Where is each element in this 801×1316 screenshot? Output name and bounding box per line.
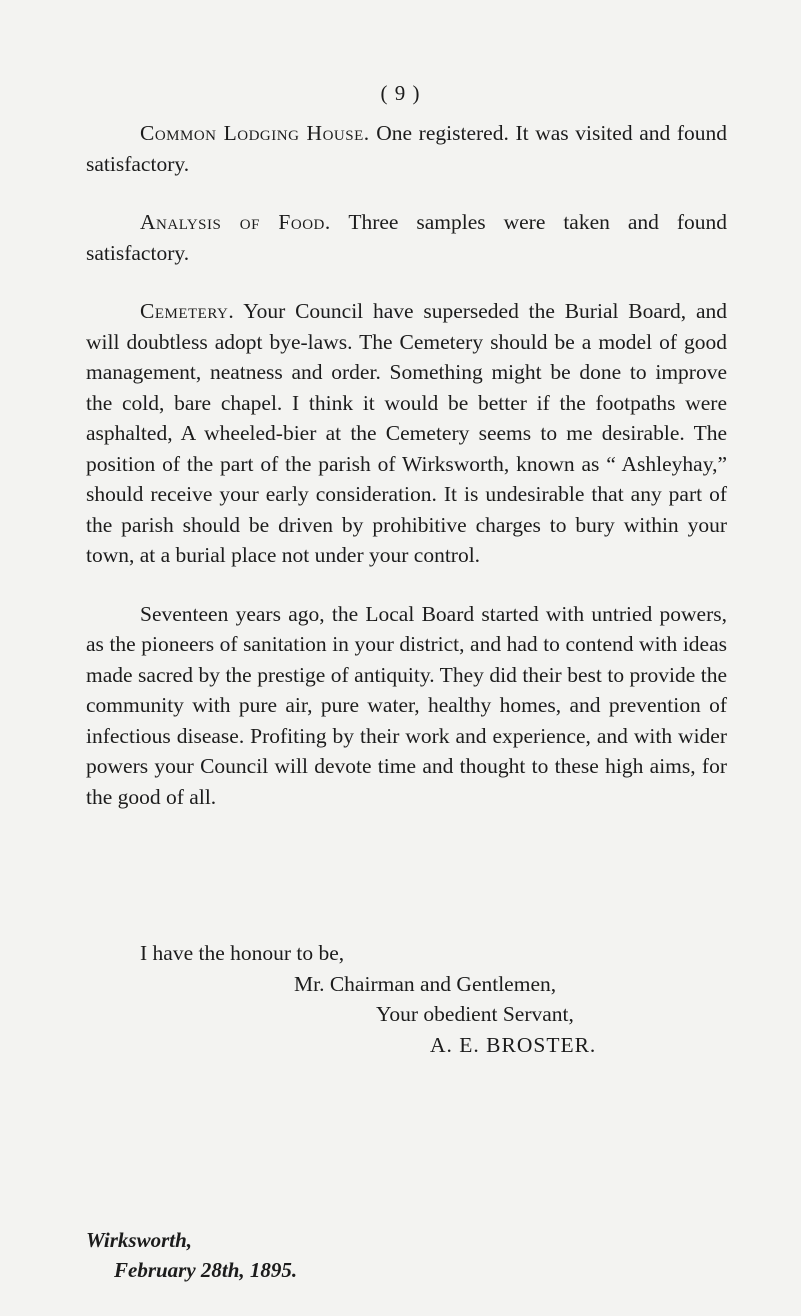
page-number: ( 9 ) — [380, 81, 421, 105]
section-text: Your Council have superseded the Burial Board, and will doubtless adopt bye-laws. The Cemetery should be a model of good management, neatness and order. Something might be done to improve the cold, bare chapel. I think it would be better if the footpaths were asphalted, A wheeled-bier at the Cemetery seems to me desirable. The position of the part of the parish of Wirksworth, known as “ Ashleyhay,” should receive your early consideration. It is undesirable that any part of the parish should be driven by prohibitive charges to bury within your town, at a burial place not under your control. — [86, 299, 728, 567]
section-text: One registered. It was visited and found satisfactory. — [86, 121, 728, 176]
section-analysis-of-food — [86, 207, 727, 268]
signature: A. E. BROSTER. — [430, 1032, 597, 1057]
date: February 28th, 1895. — [114, 1258, 298, 1282]
section-heading: Analysis of Food. — [140, 210, 331, 234]
closing-paragraph: Seventeen years ago, the Local Board started with untried powers, as the pioneers of sanitation in your district, and had to contend with ideas made sacred by the prestige of antiquity. They did their best to provide the community with pure air, pure water, healthy homes, and prevention of infectious disease. Profiting by their work and experience, and with wider powers your Council will devote time and thought to these high aims, for the good of all. — [86, 601, 727, 809]
section-heading: Cemetery. — [140, 299, 235, 323]
signoff-line: Your obedient Servant, — [376, 1002, 574, 1026]
section-text: Three samples were taken and found satisfactory. — [86, 210, 727, 265]
signoff-line: I have the honour to be, — [140, 941, 345, 965]
section-common-lodging-house — [86, 118, 727, 179]
signoff-block — [86, 938, 727, 1060]
place: Wirksworth, — [86, 1228, 193, 1252]
section-heading: Common Lodging House. — [140, 121, 370, 145]
section-cemetery — [86, 296, 727, 571]
place-date — [86, 1225, 297, 1285]
report-body — [86, 118, 727, 812]
signoff-line: Mr. Chairman and Gentlemen, — [294, 971, 557, 996]
